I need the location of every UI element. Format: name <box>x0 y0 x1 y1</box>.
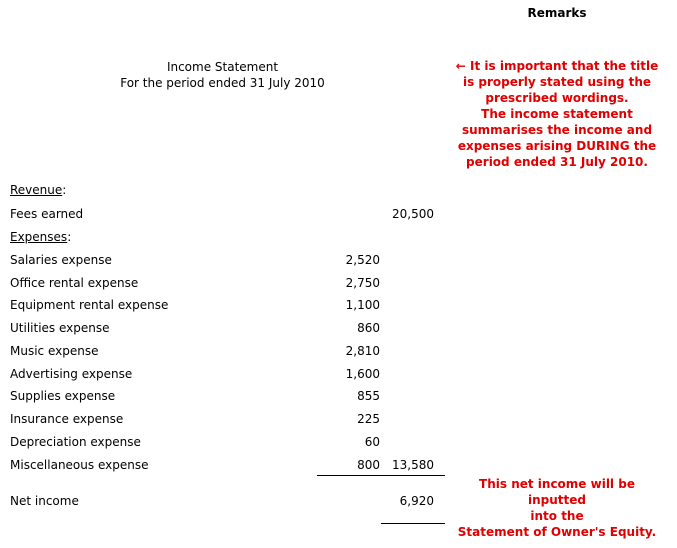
statement-title: Income Statement <box>166 60 279 74</box>
expense-label: Supplies expense <box>10 389 116 403</box>
expense-label: Equipment rental expense <box>10 298 169 312</box>
remarks-heading: Remarks <box>527 6 587 20</box>
statement-title-block <box>0 59 445 91</box>
net-income-rule <box>381 523 445 524</box>
revenue-label-fees-earned: Fees earned <box>10 207 84 221</box>
remark-net-income-line-1: This net income will be inputted <box>479 477 635 507</box>
left-arrow-icon: ← <box>455 59 466 73</box>
expense-label: Utilities expense <box>10 321 110 335</box>
expense-amount: 60 <box>364 435 380 449</box>
expense-amount: 860 <box>357 321 380 335</box>
expense-amount: 800 <box>357 458 380 472</box>
expense-label: Office rental expense <box>10 276 139 290</box>
statement-period: For the period ended 31 July 2010 <box>120 76 325 90</box>
expense-label: Advertising expense <box>10 367 133 381</box>
expenses-total: 13,580 <box>392 458 434 472</box>
remark-net-income-line-2: into the <box>530 509 584 523</box>
expense-amount: 1,100 <box>345 298 380 312</box>
net-income-label: Net income <box>10 494 79 508</box>
expense-label: Salaries expense <box>10 253 112 267</box>
remark-title-line-4: The income statement <box>481 107 633 121</box>
remark-net-income-line-3: Statement of Owner's Equity. <box>457 525 657 539</box>
remark-title-line-7: period ended 31 July 2010. <box>466 155 648 169</box>
net-income-amount: 6,920 <box>399 494 434 508</box>
expense-label: Depreciation expense <box>10 435 141 449</box>
expense-amount: 2,520 <box>345 253 380 267</box>
expense-label: Music expense <box>10 344 99 358</box>
remark-title-line-1: ← It is important that the title <box>455 59 659 73</box>
remark-title-line-6: expenses arising DURING the <box>457 139 657 153</box>
remark-title-line-2: is properly stated using the <box>462 75 652 89</box>
expense-amount: 225 <box>357 412 380 426</box>
expenses-heading: Expenses: <box>10 230 72 244</box>
expense-amount: 855 <box>357 389 380 403</box>
expense-amount: 2,810 <box>345 344 380 358</box>
remark-title-line-5: summarises the income and <box>461 123 653 137</box>
expense-label: Miscellaneous expense <box>10 458 149 472</box>
expense-amount: 2,750 <box>345 276 380 290</box>
remark-title <box>448 58 666 170</box>
subtotal-rule <box>317 475 445 476</box>
revenue-heading: Revenue: <box>10 183 67 197</box>
remark-net-income <box>448 476 666 540</box>
remark-title-line-3: prescribed wordings. <box>485 91 629 105</box>
expense-amount: 1,600 <box>345 367 380 381</box>
expense-label: Insurance expense <box>10 412 124 426</box>
revenue-amount-fees-earned: 20,500 <box>392 207 434 221</box>
